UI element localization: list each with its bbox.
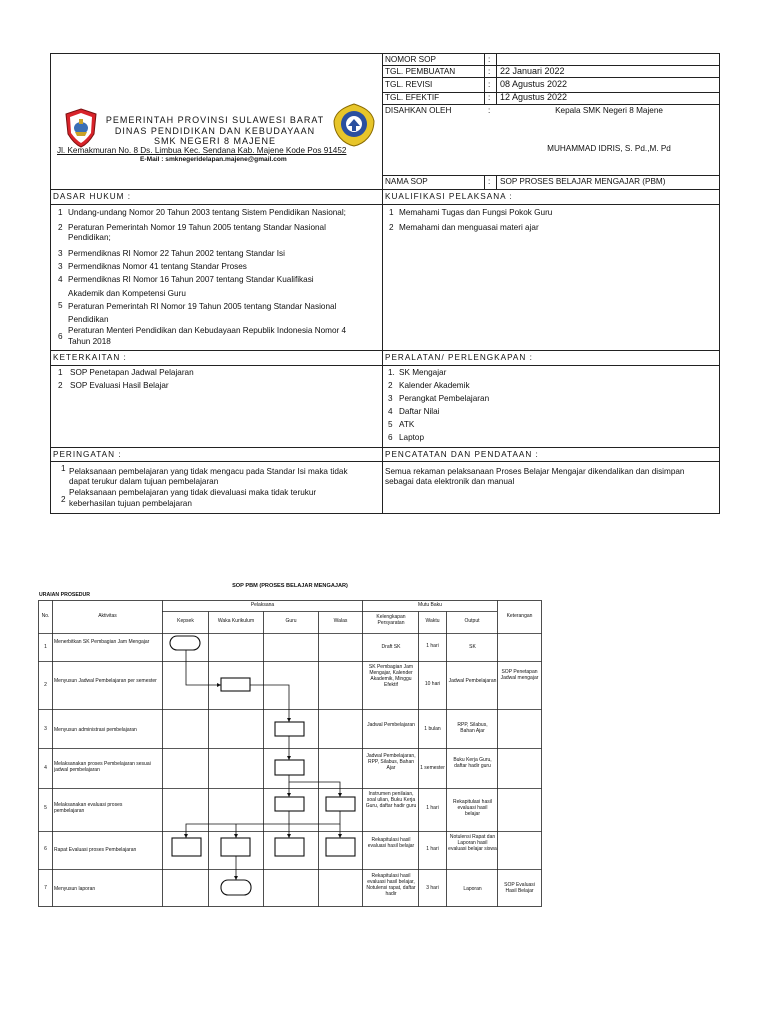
list-item: Pelaksanaan pembelajaran yang tidak mengacu pada Standar Isi maka tidak (69, 467, 348, 476)
row-output: Notulensi Rapat dan Laporan hasil evaluasi belajar siswa (448, 834, 497, 852)
signatory-name: MUHAMMAD IDRIS, S. Pd.,M. Pd (547, 144, 671, 153)
list-number: 2 (388, 381, 393, 390)
tgl-pembuatan-value: 22 Januari 2022 (500, 66, 565, 76)
nama-sop-label: NAMA SOP (385, 177, 428, 186)
row-aktivitas: Melaksanakan proses Pembelajaran sesuai jadwal pembelajaran (54, 761, 151, 773)
list-number: 6 (58, 332, 63, 341)
list-item: Memahami Tugas dan Fungsi Pokok Guru (399, 208, 553, 217)
col-walas-header: Walas (333, 618, 348, 624)
row-waktu: 1 hari (426, 846, 439, 852)
list-item-cont: Akademik dan Kompetensi Guru (68, 289, 186, 298)
row-waktu: 3 hari (426, 885, 439, 891)
row-no: 6 (44, 846, 47, 852)
row-aktivitas: Melaksanakan evaluasi proses pembelajaran (54, 802, 123, 814)
list-item: Pelaksanaan pembelajaran yang tidak dievaluasi maka tidak terukur (69, 488, 317, 497)
row-no: 5 (44, 805, 47, 811)
school-name: SMK NEGERI 8 MAJENE (153, 136, 277, 146)
list-item: Perangkat Pembelajaran (399, 394, 490, 403)
peralatan-title: PERALATAN/ PERLENGKAPAN : (385, 353, 533, 362)
row-kelengkapan: Rekapitulasi hasil evaluasi hasil belajar (367, 837, 415, 849)
row-no: 3 (44, 726, 47, 732)
list-item-cont: Pendidikan; (68, 233, 111, 242)
row-kelengkapan: Jadwal Pembelajaran, RPP, Silabus, Bahan Ajar (366, 753, 416, 771)
list-number: 1 (61, 464, 66, 473)
row-waktu: 1 hari (426, 643, 439, 649)
list-item-cont: keberhasilan tujuan pembelajaran (69, 499, 192, 508)
row-no: 4 (44, 765, 47, 771)
list-number: 4 (388, 407, 393, 416)
peringatan-title: PERINGATAN : (53, 450, 122, 459)
start-terminator (170, 636, 200, 650)
col-keterangan-header: Keterangan (506, 613, 533, 619)
row-output: Jadwal Pembelajaran (448, 678, 497, 684)
list-item: Permendiknas RI Nomor 16 Tahun 2007 tentang Standar Kualifikasi (68, 275, 314, 284)
list-item: Daftar Nilai (399, 407, 440, 416)
col-kelengkapan-header: Kelengkapan Persyaratan (376, 614, 406, 626)
govt-line-2: DINAS PENDIDIKAN DAN KEBUDAYAAN (114, 126, 316, 136)
row-output: Buku Kerja Guru, daftar hadir guru (453, 757, 492, 769)
list-item: Peraturan Menteri Pendidikan dan Kebudayaan Republik Indonesia Nomor 4 (68, 327, 347, 335)
flowchart (170, 636, 355, 895)
govt-line-1: PEMERINTAH PROVINSI SULAWESI BARAT (105, 115, 325, 125)
row-kelengkapan: Instrumen penilaian, soal ulian, Buku Kerja Guru, daftar hadir guru (365, 791, 417, 809)
col-guru-header: Guru (285, 618, 297, 624)
flow-connectors (186, 650, 340, 880)
list-item: Peraturan Pemerintah RI Nomor 19 Tahun 2005 tentang Standar Nasional (68, 302, 337, 311)
list-item: SOP Penetapan Jadwal Pelajaran (70, 368, 194, 377)
colon: : (488, 93, 491, 102)
disahkan-label: DISAHKAN OLEH (385, 106, 452, 115)
row-kelengkapan: SK Pembagian Jam Mengajar, Kalender Akademik, Minggu Efektif (368, 664, 414, 688)
pencatatan-text: sebagai data elektronik dan manual (385, 477, 515, 486)
col-waka-header: Waka Kurikulum (217, 618, 255, 624)
list-item: Peraturan Pemerintah Nomor 19 Tahun 2005 tentang Standar Nasional (68, 224, 326, 232)
list-number: 5 (58, 301, 63, 310)
school-email: E-Mail : smknegeridelapan.majene@gmail.com (140, 156, 287, 163)
keterkaitan-title: KETERKAITAN : (53, 353, 127, 362)
col-pelaksana-header: Pelaksana (250, 602, 275, 608)
list-number: 1. (388, 368, 395, 377)
procedure-subtitle: URAIAN PROSEDUR (39, 592, 91, 598)
kualifikasi-title: KUALIFIKASI PELAKSANA : (385, 192, 513, 201)
process-box-rapat-guru (275, 838, 304, 856)
row-aktivitas: Rapat Evaluasi proses Pembelajaran (54, 847, 137, 853)
process-box-jadwal (221, 678, 250, 691)
row-no: 7 (44, 885, 47, 891)
row-waktu: 1 semester (420, 765, 445, 771)
col-mutu-header: Mutu Baku (418, 602, 442, 608)
nomor-sop-label: NOMOR SOP (385, 55, 436, 64)
list-item-cont: Pendidikan (68, 315, 109, 324)
row-keterangan: SOP Evaluasi Hasil Belajar (504, 882, 535, 894)
list-number: 3 (58, 262, 63, 271)
list-item: Kalender Akademik (399, 381, 470, 390)
row-aktivitas: Menyusun laporan (54, 886, 96, 892)
tgl-revisi-value: 08 Agustus 2022 (500, 79, 568, 89)
list-number: 2 (389, 223, 394, 232)
list-item: Laptop (399, 433, 425, 442)
row-no: 1 (44, 644, 47, 650)
col-no-header: No. (41, 613, 50, 619)
tgl-pembuatan-label: TGL. PEMBUATAN (385, 67, 456, 76)
row-output: RPP, Silabus, Bahan Ajar (457, 722, 488, 734)
tgl-efektif-value: 12 Agustus 2022 (500, 92, 568, 102)
nama-sop-value: SOP PROSES BELAJAR MENGAJAR (PBM) (500, 177, 666, 186)
row-aktivitas: Menerbitkan SK Pembagian Jam Mengajar (54, 639, 150, 645)
list-number: 5 (388, 420, 393, 429)
row-kelengkapan: Draft SK (381, 644, 401, 650)
list-item-cont: dapat terukur dalam tujuan pembelajaran (69, 477, 219, 486)
colon: : (488, 80, 491, 89)
col-kepsek-header: Kepsek (177, 618, 194, 624)
list-item: SOP Evaluasi Hasil Belajar (70, 381, 169, 390)
procedure-title: SOP PBM (PROSES BELAJAR MENGAJAR) (232, 583, 348, 589)
colon: : (488, 106, 491, 115)
list-item: SK Mengajar (399, 368, 447, 377)
row-output: Laporan (463, 886, 482, 892)
row-waktu: 1 hari (426, 805, 439, 811)
list-number: 6 (388, 433, 393, 442)
end-terminator (221, 880, 251, 895)
row-aktivitas: Menyusun administrasi pembelajaran (54, 727, 137, 733)
list-number: 1 (389, 208, 394, 217)
list-number: 3 (388, 394, 393, 403)
process-box-pelaksanaan (275, 760, 304, 775)
tgl-revisi-label: TGL. REVISI (385, 80, 433, 89)
row-kelengkapan: Rekapitulasi hasil evaluasi hasil belajar, Notulensi rapat, daftar hadir (366, 873, 416, 897)
dasar-hukum-title: DASAR HUKUM : (53, 192, 132, 201)
process-box-evaluasi-guru (275, 797, 304, 811)
list-number: 2 (58, 223, 63, 232)
pencatatan-title: PENCATATAN DAN PENDATAAN : (385, 450, 539, 459)
list-number: 3 (58, 249, 63, 258)
row-no: 2 (44, 682, 47, 688)
list-number: 2 (61, 495, 66, 504)
process-box-rapat-waka (221, 838, 250, 856)
list-number: 2 (58, 381, 63, 390)
col-aktivitas-header: Aktivitas (98, 613, 117, 619)
row-aktivitas: Menyusun Jadwal Pembelajaran per semester (54, 678, 157, 684)
list-item: Permendiknas Nomor 41 tentang Standar Proses (68, 262, 247, 271)
process-box-administrasi (275, 722, 304, 736)
colon: : (488, 67, 491, 76)
list-number: 4 (58, 275, 63, 284)
col-waktu-header: Waktu (425, 618, 440, 624)
list-item: Undang-undang Nomor 20 Tahun 2003 tentang Sistem Pendidikan Nasional; (68, 208, 346, 217)
row-waktu: 10 hari (424, 681, 441, 687)
process-box-rapat-walas (326, 838, 355, 856)
list-number: 1 (58, 208, 63, 217)
row-keterangan: SOP Penetapan Jadwal mengajar (500, 669, 539, 681)
pencatatan-text: Semua rekaman pelaksanaan Proses Belajar Mengajar dikendalikan dan disimpan (385, 467, 685, 476)
process-box-evaluasi-walas (326, 797, 355, 811)
row-output: Rekapitulasi hasil evaluasi hasil belajar (453, 799, 492, 817)
row-output: SK (469, 644, 476, 650)
colon: : (488, 177, 491, 186)
process-box-rapat-kepsek (172, 838, 201, 856)
row-kelengkapan: Jadwal Pembelajaran (367, 722, 415, 728)
tgl-efektif-label: TGL. EFEKTIF (385, 93, 440, 102)
disahkan-value: Kepala SMK Negeri 8 Majene (555, 106, 663, 115)
colon: : (488, 55, 491, 64)
list-item: ATK (399, 420, 415, 429)
list-item-cont: Tahun 2018 (68, 337, 111, 346)
col-output-header: Output (464, 618, 480, 624)
list-number: 1 (58, 368, 63, 377)
list-item: Permendiknas RI Nomor 22 Tahun 2002 tentang Standar Isi (68, 249, 285, 258)
list-item: Memahami dan menguasai materi ajar (399, 223, 539, 232)
school-address: Jl. Kemakmuran No. 8 Ds. Limbua Kec. Sendana Kab. Majene Kode Pos 91452 (57, 146, 347, 155)
row-waktu: 1 bulan (424, 726, 441, 732)
